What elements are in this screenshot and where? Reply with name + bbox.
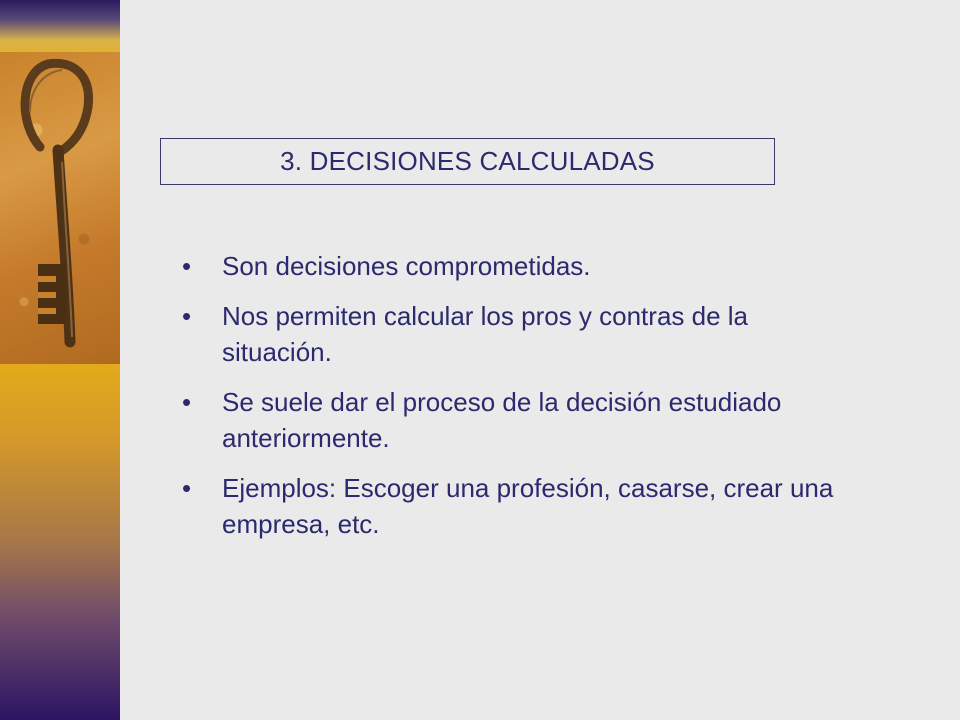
slide-title: 3. DECISIONES CALCULADAS — [280, 146, 655, 176]
bullet-text: Se suele dar el proceso de la decisión estudiado anteriormente. — [222, 387, 782, 453]
bullet-marker: • — [182, 387, 192, 417]
bullet-text: Nos permiten calcular los pros y contras de la situación. — [222, 301, 749, 367]
bullet-item — [182, 470, 862, 542]
bullet-text: Son decisiones comprometidas. — [222, 251, 591, 281]
bullet-marker: • — [182, 473, 192, 503]
slide-title-box — [160, 138, 775, 185]
bullet-list — [182, 248, 862, 556]
bullet-item — [182, 248, 862, 284]
bullet-item — [182, 384, 862, 456]
bullet-item — [182, 298, 862, 370]
bullet-text: Ejemplos: Escoger una profesión, casarse, crear una empresa, etc. — [222, 473, 834, 539]
antique-key-image — [0, 52, 120, 364]
bullet-marker: • — [182, 301, 192, 331]
bullet-marker: • — [182, 251, 192, 281]
